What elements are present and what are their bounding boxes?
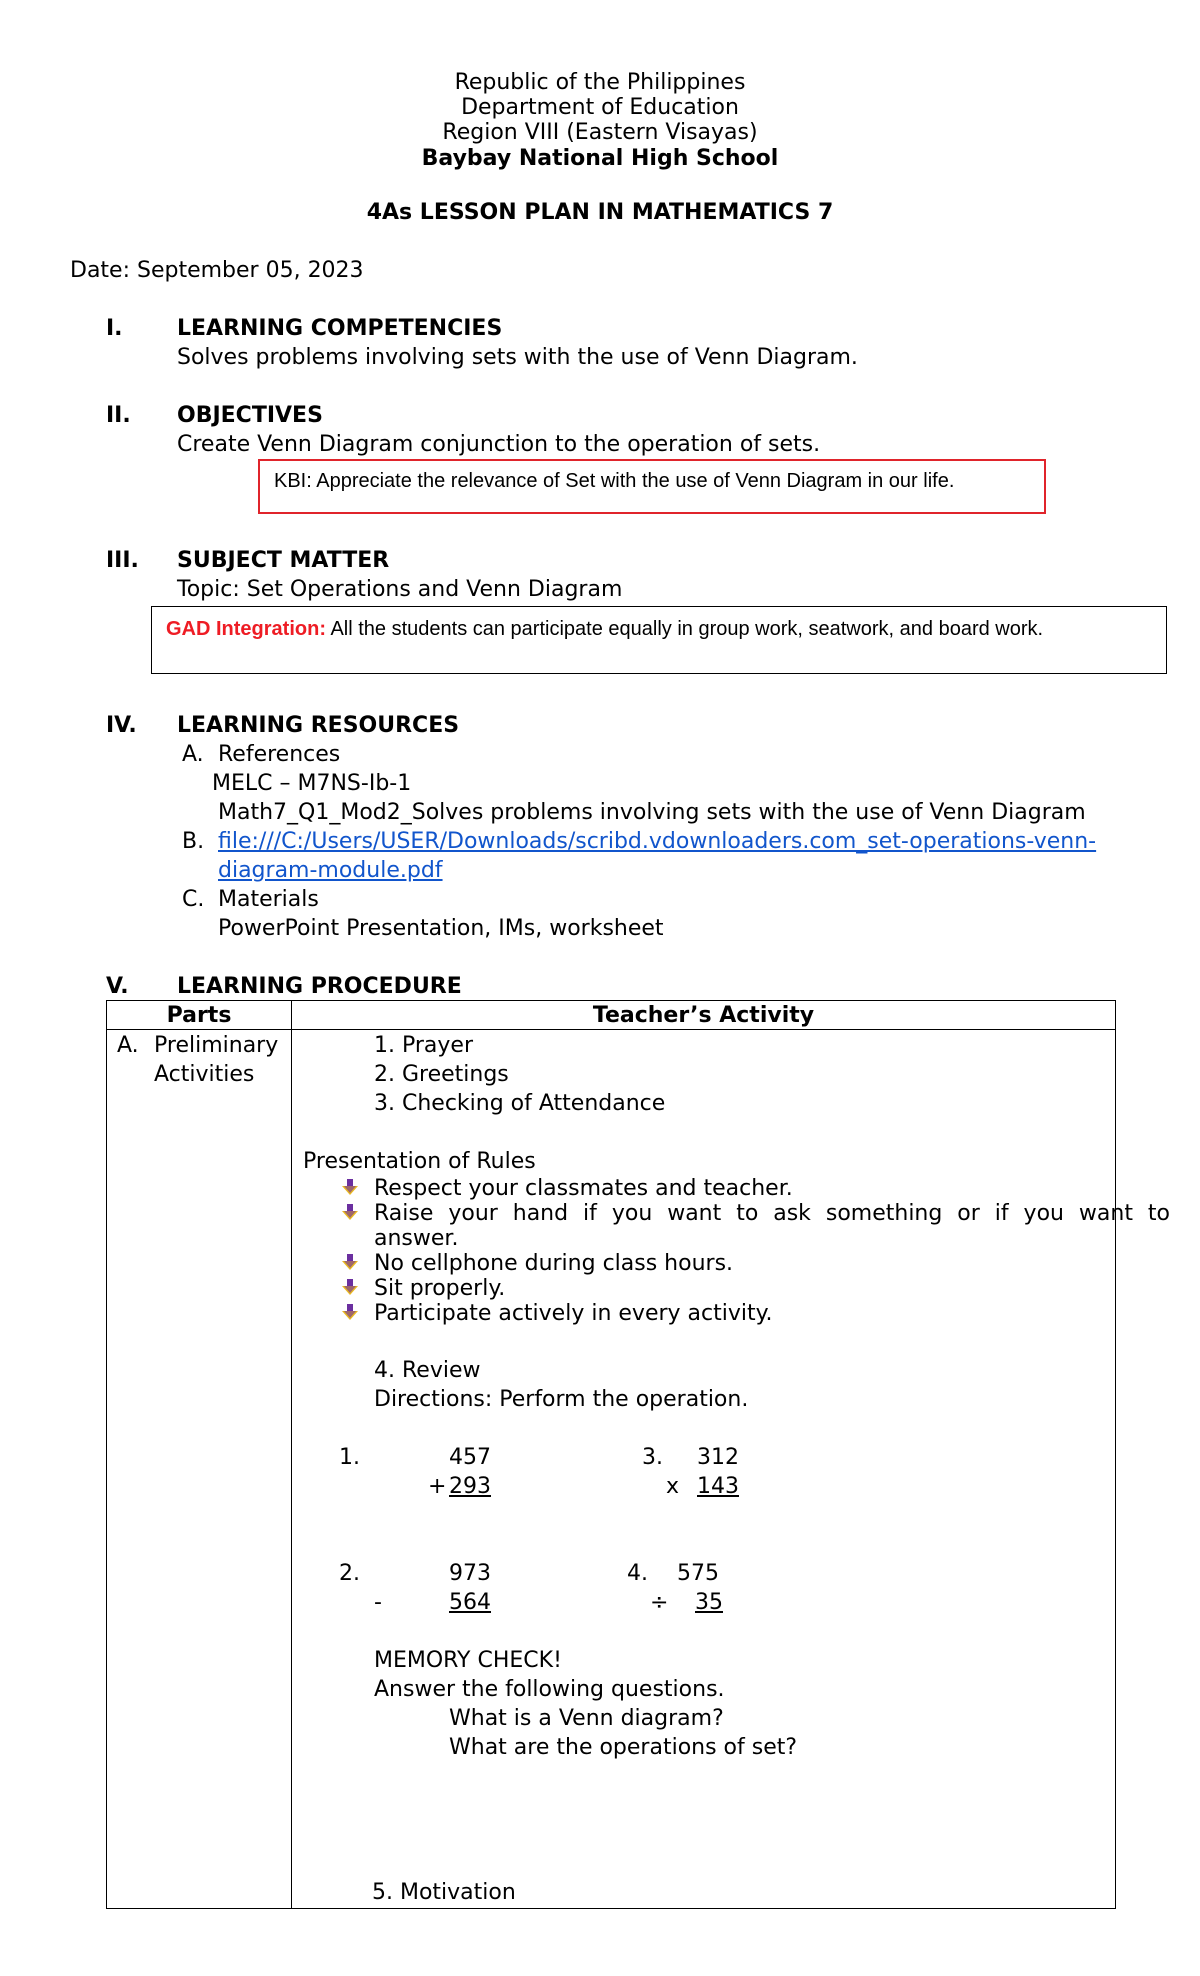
- problem-4-operator: ÷: [650, 1590, 669, 1615]
- rule-no-cellphone: No cellphone during class hours.: [374, 1251, 734, 1276]
- gad-box: [151, 606, 1167, 674]
- col-parts-header: Parts: [107, 1001, 292, 1030]
- activity-attendance: 3. Checking of Attendance: [374, 1091, 666, 1116]
- problem-4-number: 4.: [627, 1561, 648, 1586]
- resource-materials: PowerPoint Presentation, IMs, worksheet: [218, 916, 664, 941]
- parts-cell: [107, 1030, 292, 1909]
- memory-check-instruction: Answer the following questions.: [374, 1677, 725, 1702]
- problem-1-bottom: 293: [449, 1474, 491, 1499]
- gad-text-line: [166, 617, 1043, 641]
- section-5-number: V.: [106, 974, 129, 999]
- resource-link-line-2[interactable]: diagram-module.pdf: [218, 858, 443, 883]
- header-region: Region VIII (Eastern Visayas): [442, 120, 758, 145]
- arrow-bullet-icon: [341, 1203, 359, 1221]
- section-4-title: LEARNING RESOURCES: [177, 713, 460, 738]
- problem-2-top: 973: [449, 1561, 491, 1586]
- gad-text: All the students can participate equally in group work, seatwork, and board work.: [326, 618, 1044, 640]
- section-1-text: Solves problems involving sets with the use of Venn Diagram.: [177, 345, 858, 370]
- arrow-bullet-icon: [341, 1253, 359, 1271]
- problem-2-operator: -: [374, 1590, 382, 1615]
- resource-module: Math7_Q1_Mod2_Solves problems involving sets with the use of Venn Diagram: [218, 800, 1086, 825]
- section-2-number: II.: [106, 403, 131, 428]
- problem-4-top: 575: [677, 1561, 719, 1586]
- activity-greetings: 2. Greetings: [374, 1062, 509, 1087]
- motivation-title: 5. Motivation: [372, 1880, 516, 1905]
- arrow-bullet-icon: [341, 1178, 359, 1196]
- procedure-table: [106, 1000, 1170, 1909]
- part-label-line-1: Preliminary: [154, 1033, 279, 1058]
- problem-3-bottom: 143: [697, 1474, 739, 1499]
- part-letter: A.: [117, 1033, 139, 1058]
- section-3-number: III.: [106, 548, 139, 573]
- arrow-bullet-icon: [341, 1278, 359, 1296]
- section-3-title: SUBJECT MATTER: [177, 548, 390, 573]
- section-5-title: LEARNING PROCEDURE: [177, 974, 462, 999]
- rule-participate: Participate actively in every activity.: [374, 1301, 773, 1326]
- activity-prayer: 1. Prayer: [374, 1033, 473, 1058]
- section-2-text: Create Venn Diagram conjunction to the operation of sets.: [177, 432, 821, 457]
- kbi-box: [258, 459, 1046, 514]
- header-republic: Republic of the Philippines: [454, 70, 746, 95]
- problem-1-number: 1.: [339, 1445, 360, 1470]
- rule-respect: Respect your classmates and teacher.: [374, 1176, 793, 1201]
- question-venn: What is a Venn diagram?: [449, 1706, 724, 1731]
- resource-c-letter: C.: [182, 887, 205, 912]
- section-3-topic: Topic: Set Operations and Venn Diagram: [177, 577, 623, 602]
- arrow-bullet-icon: [341, 1303, 359, 1321]
- activity-cell: [292, 1030, 1170, 1909]
- resource-melc: MELC – M7NS-Ib-1: [212, 771, 412, 796]
- table-header-row: [107, 1001, 1116, 1030]
- problem-2-bottom: 564: [449, 1590, 491, 1615]
- gad-label: GAD Integration:: [166, 618, 326, 640]
- resource-link-line-1[interactable]: file:///C:/Users/USER/Downloads/scribd.vdownloaders.com_set-operations-venn-: [218, 829, 1097, 854]
- header-school: Baybay National High School: [421, 146, 779, 171]
- resource-c-label: Materials: [218, 887, 319, 912]
- problem-1-top: 457: [449, 1445, 491, 1470]
- section-4-number: IV.: [106, 713, 137, 738]
- document-title: 4As LESSON PLAN IN MATHEMATICS 7: [366, 200, 834, 225]
- problem-3-number: 3.: [642, 1445, 663, 1470]
- section-2-title: OBJECTIVES: [177, 403, 323, 428]
- lesson-date: Date: September 05, 2023: [70, 258, 364, 283]
- header-department: Department of Education: [461, 95, 739, 120]
- table-row: [107, 1030, 1116, 1909]
- section-1-number: I.: [106, 316, 123, 341]
- resource-a-letter: A.: [182, 742, 204, 767]
- problem-1-operator: +: [428, 1474, 447, 1499]
- resource-b-letter: B.: [182, 829, 205, 854]
- col-activity-header: Teacher’s Activity: [292, 1001, 1116, 1030]
- review-title: 4. Review: [374, 1358, 481, 1383]
- review-directions: Directions: Perform the operation.: [374, 1387, 749, 1412]
- problem-3-operator: x: [666, 1474, 680, 1499]
- question-operations: What are the operations of set?: [449, 1735, 798, 1760]
- part-label-line-2: Activities: [154, 1062, 255, 1087]
- memory-check-title: MEMORY CHECK!: [374, 1648, 562, 1673]
- rule-raise-hand: Raise your hand if you want to ask something or if you want to: [374, 1201, 1170, 1226]
- rule-sit-properly: Sit properly.: [374, 1276, 506, 1301]
- section-1-title: LEARNING COMPETENCIES: [177, 316, 503, 341]
- resource-a-label: References: [218, 742, 341, 767]
- rules-title: Presentation of Rules: [303, 1149, 536, 1174]
- problem-3-top: 312: [697, 1445, 739, 1470]
- kbi-text: KBI: Appreciate the relevance of Set with the use of Venn Diagram in our life.: [274, 470, 955, 492]
- problem-2-number: 2.: [339, 1561, 360, 1586]
- problem-4-bottom: 35: [695, 1590, 723, 1615]
- rule-raise-hand-cont: answer.: [374, 1226, 459, 1251]
